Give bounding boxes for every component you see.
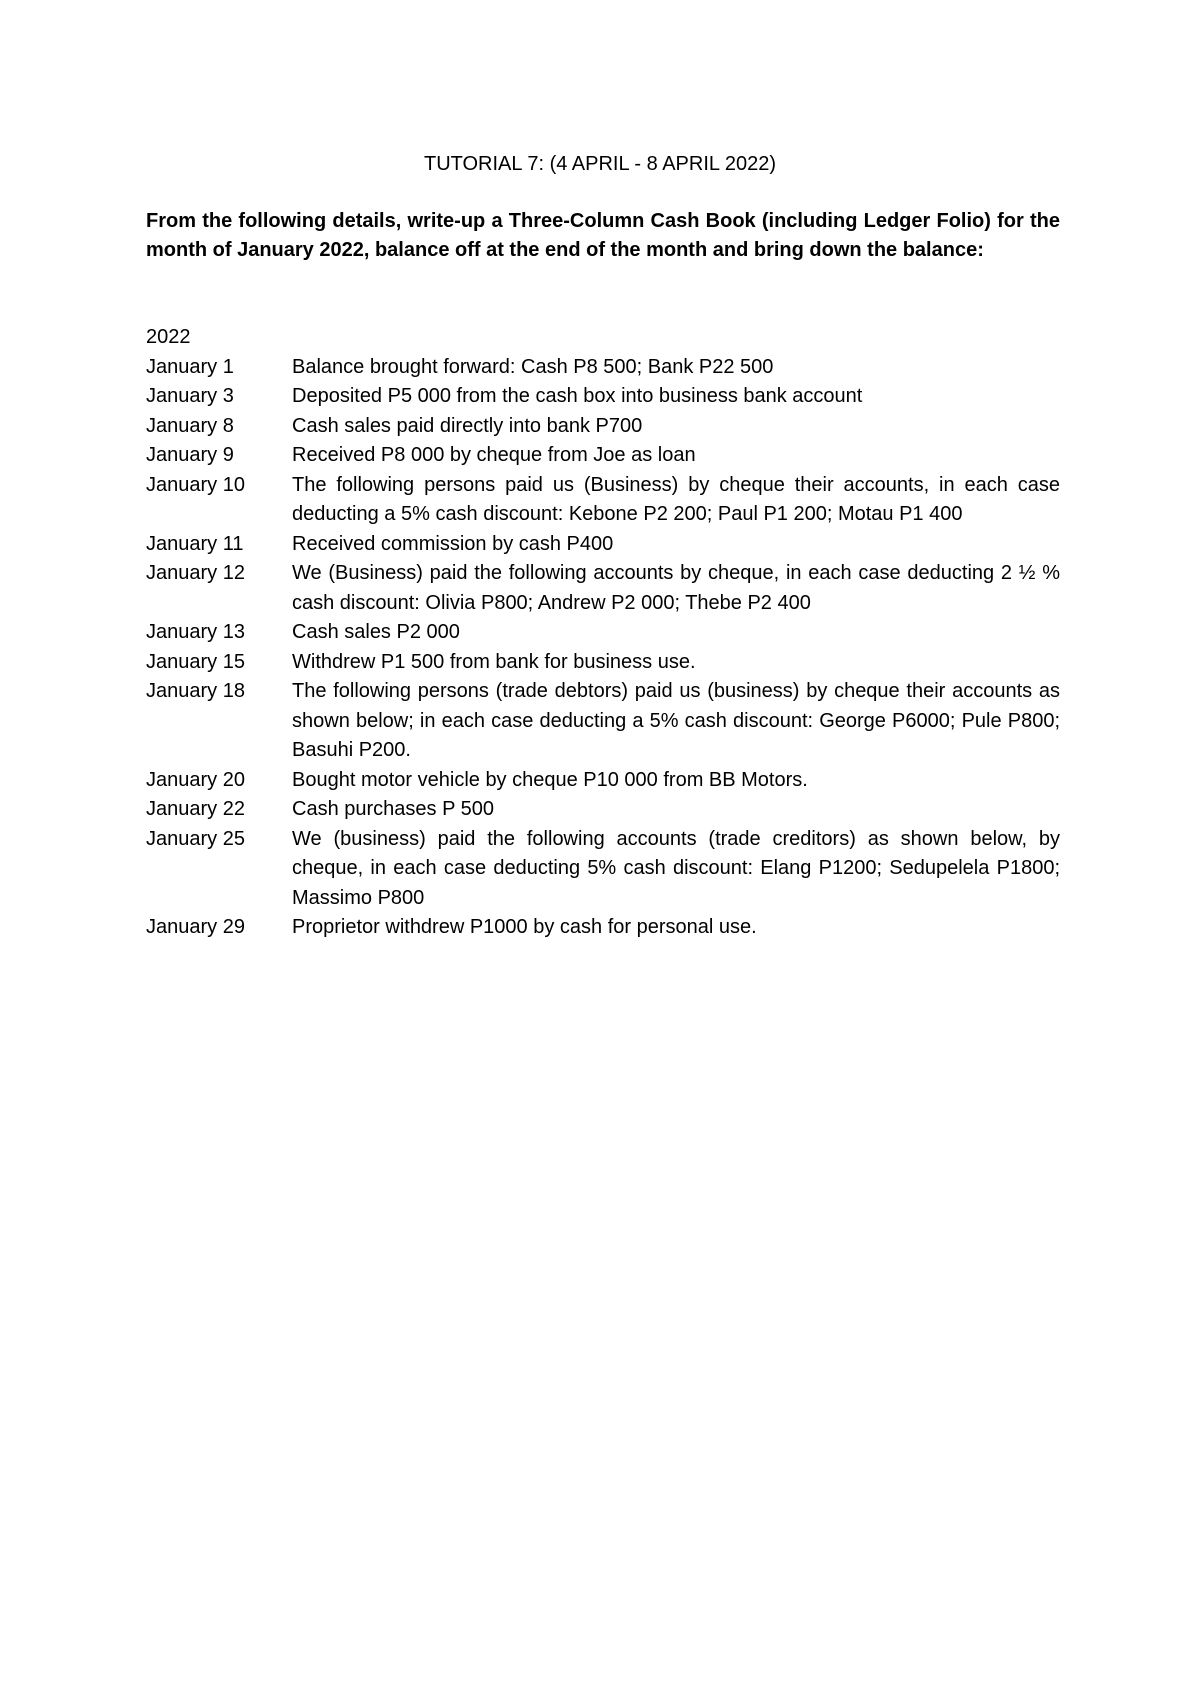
entry-row: [146, 618, 1060, 648]
entry-date: January 10: [146, 473, 245, 496]
entry-row: [146, 382, 1060, 412]
entry-date: January 15: [146, 650, 245, 673]
entry-row: [146, 795, 1060, 825]
entry-row: [146, 559, 1060, 618]
entry-row: [146, 648, 1060, 678]
entry-text: Balance brought forward: Cash P8 500; Bank P22 500: [292, 355, 774, 378]
entry-text: The following persons (trade debtors) paid us (business) by cheque their accounts as shown below; in each case deducting a 5% cash discount: George P6000; Pule P800; Basuhi P200.: [292, 680, 1060, 761]
entry-text: Cash purchases P 500: [292, 798, 494, 820]
entry-row: [146, 412, 1060, 442]
entry-date: January 12: [146, 562, 245, 584]
entry-text: Proprietor withdrew P1000 by cash for personal use.: [292, 916, 757, 938]
entry-row: [146, 530, 1060, 560]
entry-date: January 3: [146, 385, 234, 407]
entry-text: Received P8 000 by cheque from Joe as loan: [292, 444, 696, 466]
entry-text: We (business) paid the following accounts (trade creditors) as shown below, by cheque, in each case deducting 5% cash discount: Elang P1200; Sedupelela P1800; Massimo P800: [292, 827, 1060, 909]
entry-date: January 29: [146, 916, 245, 938]
entry-text: Received commission by cash P400: [292, 532, 614, 555]
entry-text: Withdrew P1 500 from bank for business use.: [292, 650, 696, 673]
entry-text: Cash sales paid directly into bank P700: [292, 414, 643, 437]
entry-text: The following persons paid us (Business) by cheque their accounts, in each case deducting a 5% cash discount: Kebone P2 200; Paul P1 200; Motau P1 400: [292, 473, 1060, 525]
year-heading: 2022: [146, 326, 191, 348]
entry-date: January 20: [146, 768, 245, 791]
entries-list: [146, 323, 1060, 943]
entry-row: [146, 353, 1060, 383]
entry-row: [146, 913, 1060, 943]
document-title: TUTORIAL 7: (4 APRIL - 8 APRIL 2022): [423, 153, 776, 175]
entry-text: Deposited P5 000 from the cash box into business bank account: [292, 385, 863, 407]
instructions-paragraph: From the following details, write-up a Three-Column Cash Book (including Ledger Folio) for the month of January 2022, balance off at the end of the month and bring down the balance:: [146, 210, 1060, 261]
entry-date: January 13: [146, 621, 245, 643]
entry-date: January 1: [146, 355, 234, 378]
entry-row: [146, 825, 1060, 914]
entry-row: [146, 766, 1060, 796]
entry-row: [146, 677, 1060, 766]
entry-row: [146, 471, 1060, 530]
entry-date: January 8: [146, 414, 234, 437]
entry-text: Cash sales P2 000: [292, 621, 460, 643]
entry-date: January 25: [146, 827, 245, 850]
entry-date: January 18: [146, 680, 245, 702]
entry-date: January 22: [146, 798, 245, 820]
entry-text: Bought motor vehicle by cheque P10 000 from BB Motors.: [292, 768, 808, 791]
entry-date: January 11: [146, 532, 244, 555]
entry-text: We (Business) paid the following accounts by cheque, in each case deducting 2 ½ % cash discount: Olivia P800; Andrew P2 000; Thebe P2 400: [292, 562, 1060, 614]
entry-row: [146, 441, 1060, 471]
entry-date: January 9: [146, 444, 234, 466]
